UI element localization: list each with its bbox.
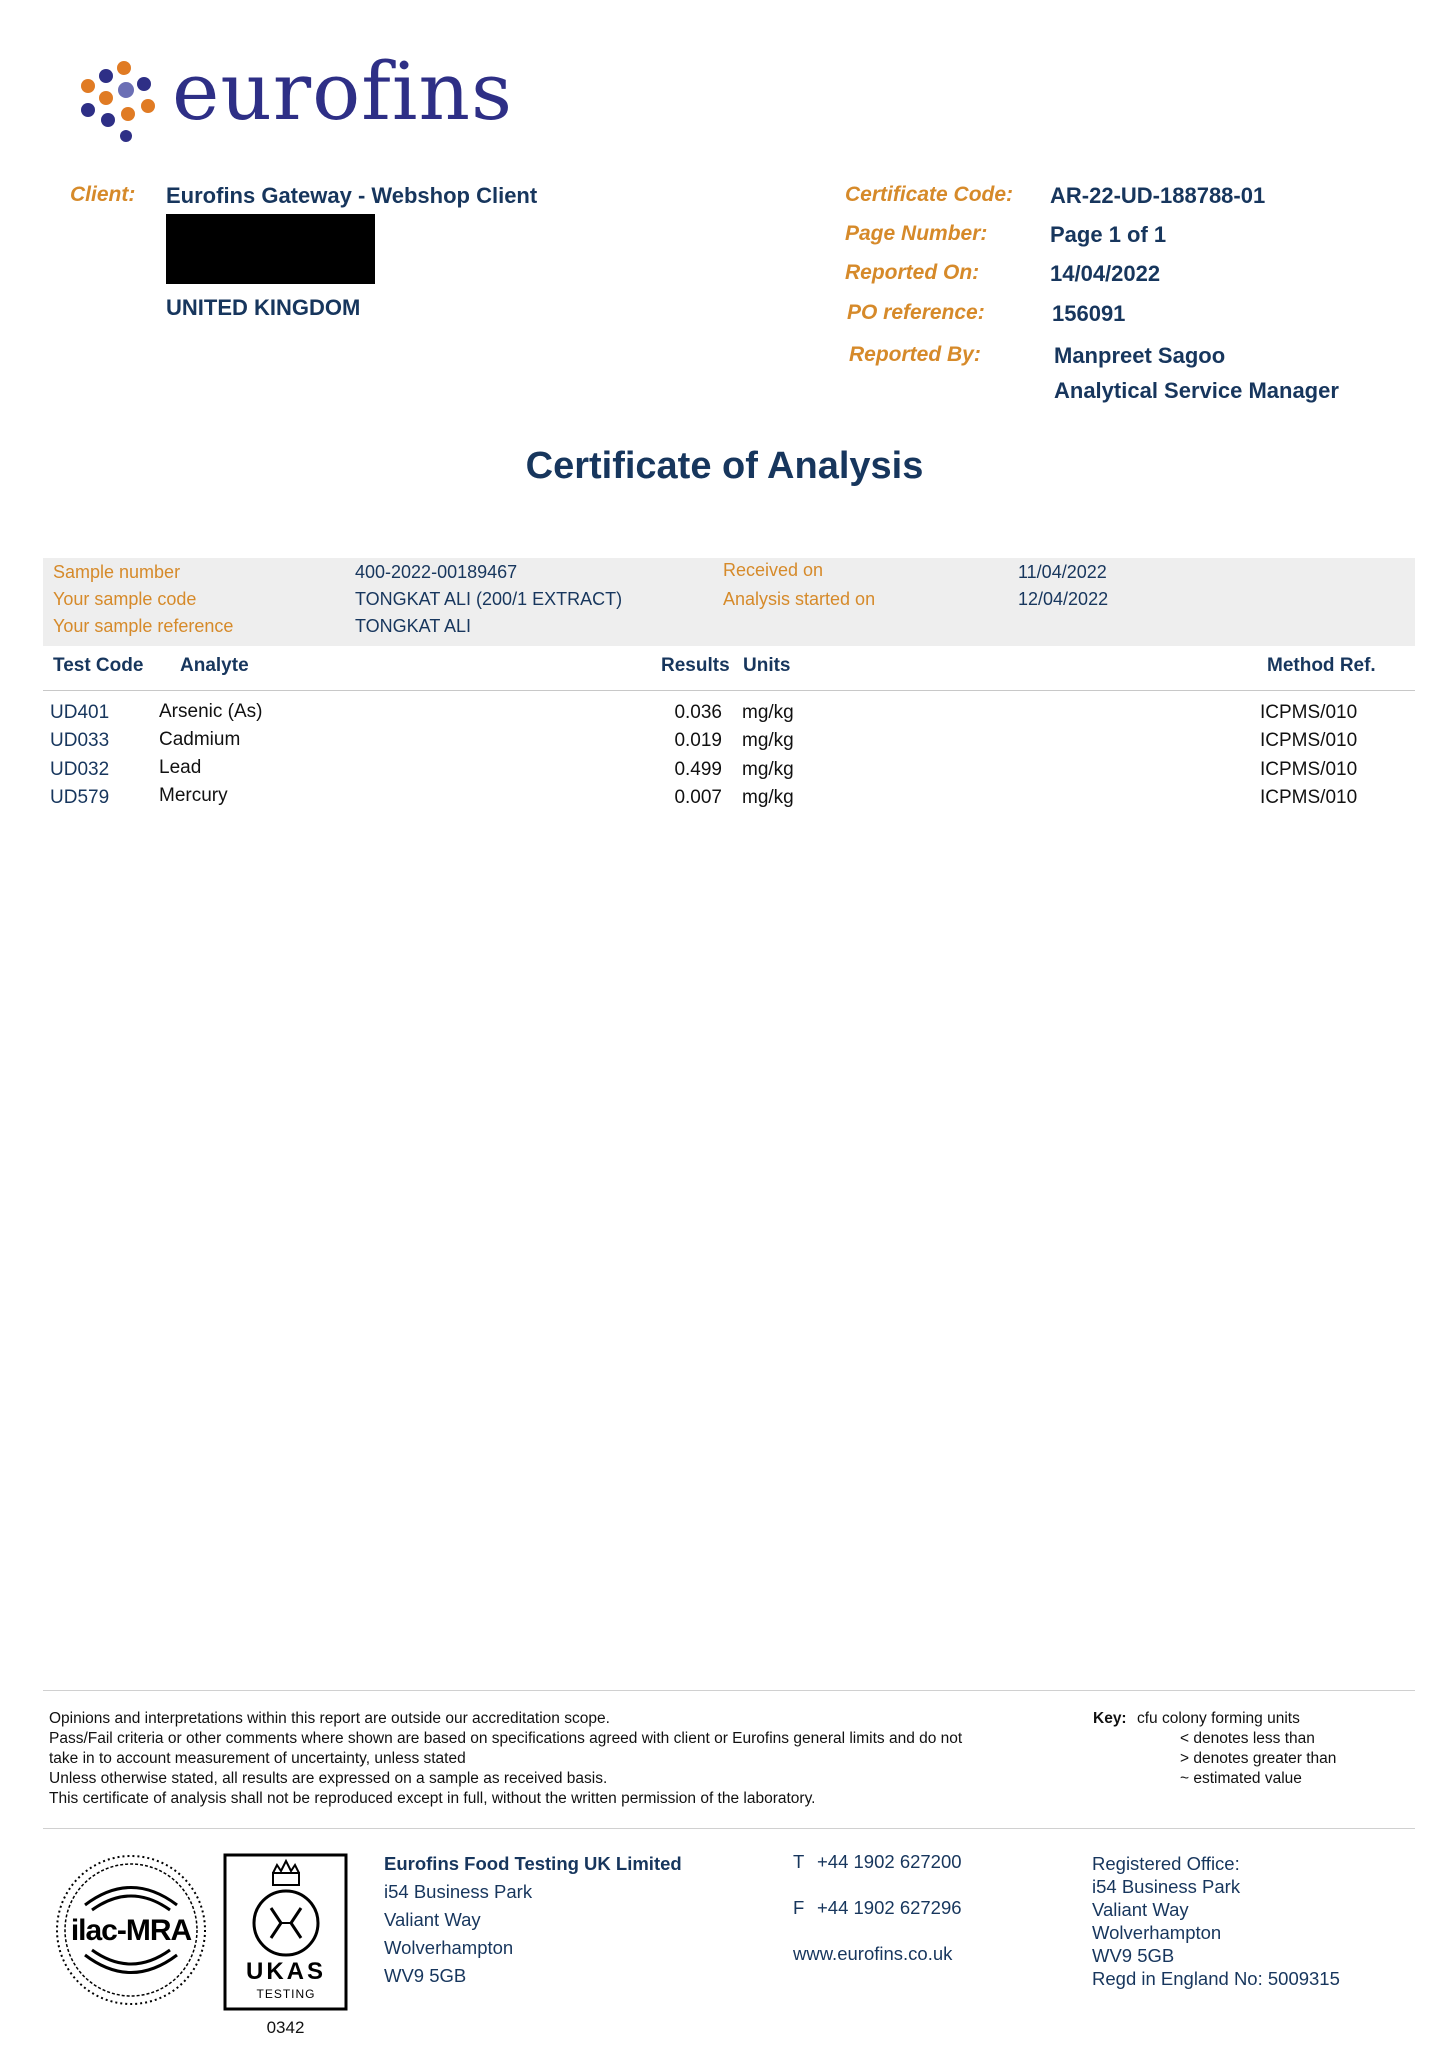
page-number-label: Page Number: xyxy=(845,222,988,245)
disclaimer-line: Pass/Fail criteria or other comments where shown are based on specifications agreed with client or Eurofins general limits and do not xyxy=(49,1730,963,1747)
received-on-label: Received on xyxy=(723,560,824,580)
method-ref: ICPMS/010 xyxy=(1260,759,1358,780)
footer-divider xyxy=(43,1828,1415,1829)
col-test-code: Test Code xyxy=(53,655,144,676)
col-results: Results xyxy=(661,655,730,676)
analyte: Arsenic (As) xyxy=(159,701,263,722)
disclaimer-line: This certificate of analysis shall not be reproduced except in full, without the written permission of the laboratory. xyxy=(49,1790,816,1807)
col-analyte: Analyte xyxy=(180,655,249,676)
registered-line: i54 Business Park xyxy=(1092,1876,1241,1897)
address-line: Wolverhampton xyxy=(384,1937,514,1958)
disclaimer-line: take in to account measurement of uncertainty, unless stated xyxy=(49,1750,466,1767)
reported-on-label: Reported On: xyxy=(845,261,980,284)
analysis-started-label: Analysis started on xyxy=(723,589,876,609)
ukas-number: 0342 xyxy=(266,2018,305,2037)
test-code: UD032 xyxy=(50,759,110,780)
sample-reference-value: TONGKAT ALI xyxy=(355,616,472,636)
method-ref: ICPMS/010 xyxy=(1260,730,1358,751)
certificate-code-label: Certificate Code: xyxy=(845,183,1014,206)
reported-by-name: Manpreet Sagoo xyxy=(1054,343,1226,368)
redacted-address-block xyxy=(166,214,375,284)
registered-line: Valiant Way xyxy=(1092,1899,1189,1920)
col-units: Units xyxy=(743,655,791,676)
col-method-ref: Method Ref. xyxy=(1267,655,1376,676)
address-line: WV9 5GB xyxy=(384,1965,467,1986)
address-line: i54 Business Park xyxy=(384,1881,533,1902)
result-value: 0.499 xyxy=(674,759,722,780)
client-country: UNITED KINGDOM xyxy=(166,295,361,320)
phone-number: +44 1902 627200 xyxy=(817,1851,962,1872)
address-line: Valiant Way xyxy=(384,1909,481,1930)
analysis-started-value: 12/04/2022 xyxy=(1018,589,1109,609)
po-reference-value: 156091 xyxy=(1052,301,1126,326)
test-code: UD579 xyxy=(50,787,110,808)
key-line: ~ estimated value xyxy=(1180,1770,1302,1787)
test-code: UD033 xyxy=(50,730,110,751)
result-unit: mg/kg xyxy=(742,759,794,780)
logo-dots-icon xyxy=(81,61,155,142)
page-title: Certificate of Analysis xyxy=(525,445,924,487)
brand-name: eurofins xyxy=(172,45,514,138)
key-label: Key: xyxy=(1093,1710,1127,1727)
registered-line: Regd in England No: 5009315 xyxy=(1092,1968,1340,1989)
client-label: Client: xyxy=(70,183,136,206)
company-name: Eurofins Food Testing UK Limited xyxy=(384,1853,682,1874)
method-ref: ICPMS/010 xyxy=(1260,787,1358,808)
client-name: Eurofins Gateway - Webshop Client xyxy=(166,183,538,208)
ukas-sub-text: TESTING xyxy=(256,1987,316,2001)
reported-by-label: Reported By: xyxy=(849,343,981,366)
ukas-testing-logo xyxy=(223,1853,348,2011)
received-on-value: 11/04/2022 xyxy=(1018,562,1107,582)
analyte: Cadmium xyxy=(159,729,241,750)
certificate-code-value: AR-22-UD-188788-01 xyxy=(1050,183,1266,208)
company-address xyxy=(384,1850,682,1990)
disclaimer-text xyxy=(49,1709,962,1809)
disclaimer-line: Unless otherwise stated, all results are expressed on a sample as received basis. xyxy=(49,1770,608,1787)
result-value: 0.007 xyxy=(674,787,722,808)
registered-line: WV9 5GB xyxy=(1092,1945,1175,1966)
sample-code-label: Your sample code xyxy=(53,589,197,609)
sample-number-value: 400-2022-00189467 xyxy=(355,562,518,582)
fax-number: +44 1902 627296 xyxy=(817,1897,962,1918)
ilac-mra-logo xyxy=(52,1850,210,2010)
test-code: UD401 xyxy=(50,702,110,723)
key-line: > denotes greater than xyxy=(1180,1750,1337,1767)
phone-prefix: T xyxy=(793,1851,805,1872)
analyte: Lead xyxy=(159,757,202,778)
analyte: Mercury xyxy=(159,785,228,806)
result-unit: mg/kg xyxy=(742,787,794,808)
registered-line: Wolverhampton xyxy=(1092,1922,1222,1943)
result-value: 0.036 xyxy=(674,702,722,723)
fax-prefix: F xyxy=(793,1897,805,1918)
result-unit: mg/kg xyxy=(742,730,794,751)
key-line: < denotes less than xyxy=(1180,1730,1315,1747)
registered-office xyxy=(1092,1852,1340,1990)
ilac-mra-text: ilac-MRA xyxy=(70,1914,192,1947)
sample-number-label: Sample number xyxy=(53,562,181,582)
key-line: cfu colony forming units xyxy=(1137,1710,1300,1727)
website-link[interactable]: www.eurofins.co.uk xyxy=(793,1943,953,1964)
reported-by-role: Analytical Service Manager xyxy=(1054,378,1339,403)
page-number-value: Page 1 of 1 xyxy=(1050,222,1167,247)
po-reference-label: PO reference: xyxy=(847,301,985,324)
result-value: 0.019 xyxy=(674,730,722,751)
registered-office-label: Registered Office: xyxy=(1092,1853,1240,1874)
ukas-text: UKAS xyxy=(245,1958,327,1985)
disclaimer-line: Opinions and interpretations within this report are outside our accreditation scope. xyxy=(49,1710,610,1727)
reported-on-value: 14/04/2022 xyxy=(1050,261,1161,286)
sample-code-value: TONGKAT ALI (200/1 EXTRACT) xyxy=(355,589,623,609)
result-unit: mg/kg xyxy=(742,702,794,723)
sample-reference-label: Your sample reference xyxy=(53,616,234,636)
method-ref: ICPMS/010 xyxy=(1260,702,1358,723)
footer-divider xyxy=(43,1690,1415,1691)
